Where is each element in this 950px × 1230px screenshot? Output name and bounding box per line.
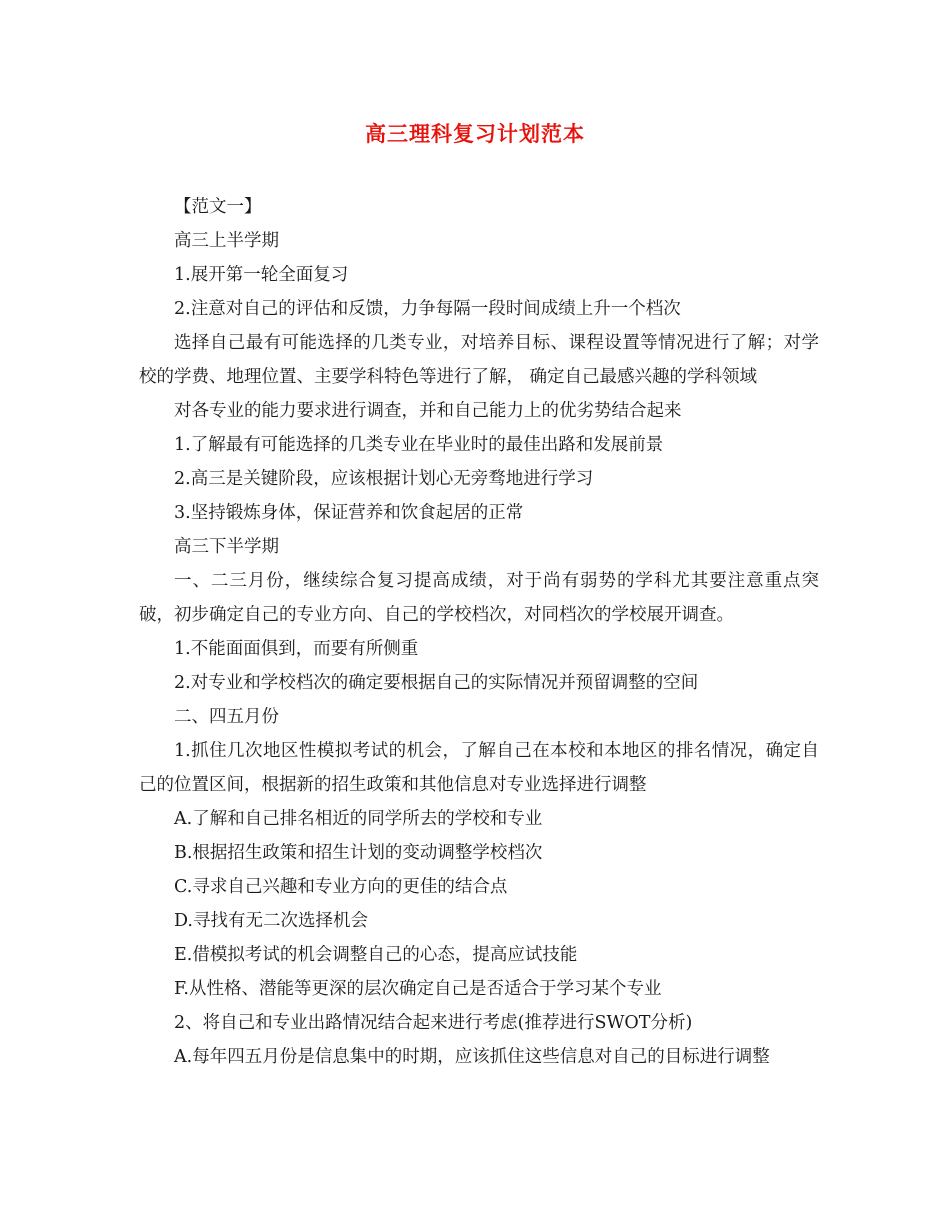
document-title: 高三理科复习计划范本 xyxy=(365,121,585,146)
paragraph: D.寻找有无二次选择机会 xyxy=(174,911,368,931)
paragraph: 1.了解最有可能选择的几类专业在毕业时的最佳出路和发展前景 xyxy=(174,435,664,455)
document-body xyxy=(139,190,819,1074)
paragraph: 一、二三月份，继续综合复习提高成绩，对于尚有弱势的学科尤其要注意重点突破，初步确定自己的专业方向、自己的学校档次，对同档次的学校展开调查。 xyxy=(139,571,819,625)
paragraph: F.从性格、潜能等更深的层次确定自己是否适合于学习某个专业 xyxy=(174,979,662,999)
paragraph: 2.对专业和学校档次的确定要根据自己的实际情况并预留调整的空间 xyxy=(174,673,699,693)
paragraph: 3.坚持锻炼身体，保证营养和饮食起居的正常 xyxy=(174,503,524,523)
paragraph: B.根据招生政策和招生计划的变动调整学校档次 xyxy=(174,843,543,863)
paragraph-heading-april-may: 二、四五月份 xyxy=(174,707,279,727)
paragraph: A.每年四五月份是信息集中的时期，应该抓住这些信息对自己的目标进行调整 xyxy=(174,1047,770,1067)
paragraph-heading-first-semester: 高三上半学期 xyxy=(174,231,279,251)
paragraph: E.借模拟考试的机会调整自己的心态，提高应试技能 xyxy=(174,945,578,965)
paragraph: 2.高三是关键阶段，应该根据计划心无旁骛地进行学习 xyxy=(174,469,594,489)
paragraph: C.寻求自己兴趣和专业方向的更佳的结合点 xyxy=(174,877,508,897)
paragraph: 2、将自己和专业出路情况结合起来进行考虑(推荐进行SWOT分析) xyxy=(174,1013,693,1033)
paragraph: 1.展开第一轮全面复习 xyxy=(174,265,349,285)
paragraph: 对各专业的能力要求进行调查，并和自己能力上的优劣势结合起来 xyxy=(174,401,682,421)
paragraph-heading-second-semester: 高三下半学期 xyxy=(174,537,279,557)
paragraph: A.了解和自己排名相近的同学所去的学校和专业 xyxy=(174,809,543,829)
paragraph: 2.注意对自己的评估和反馈，力争每隔一段时间成绩上升一个档次 xyxy=(174,299,681,319)
paragraph: 选择自己最有可能选择的几类专业，对培养目标、课程设置等情况进行了解；对学校的学费、地理位置、主要学科特色等进行了解， 确定自己最感兴趣的学科领域 xyxy=(139,333,819,387)
paragraph: 1.抓住几次地区性模拟考试的机会，了解自己在本校和本地区的排名情况，确定自己的位置区间，根据新的招生政策和其他信息对专业选择进行调整 xyxy=(139,741,819,795)
paragraph-section-label: 【范文一】 xyxy=(174,197,262,217)
paragraph: 1.不能面面俱到，而要有所侧重 xyxy=(174,639,419,659)
